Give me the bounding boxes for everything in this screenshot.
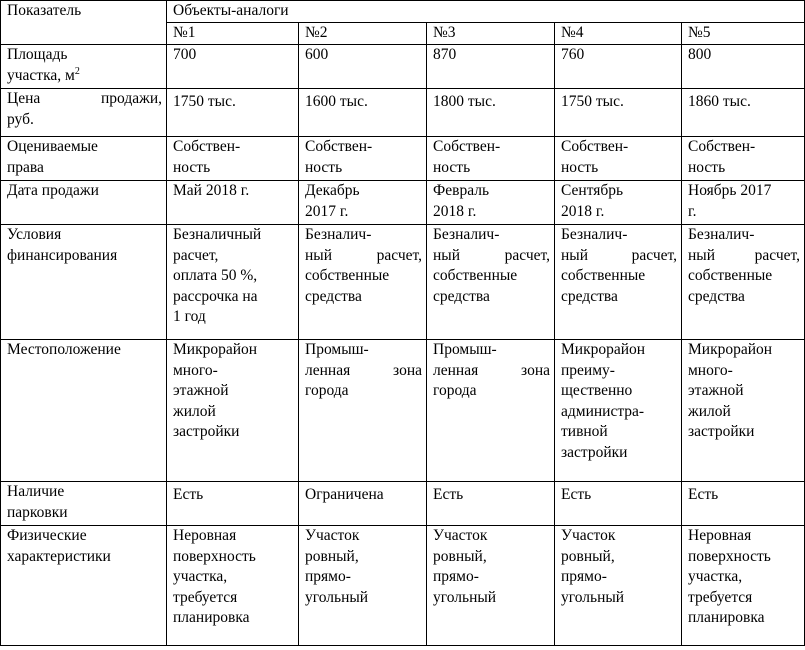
value-cell: Микрорайон много- этажной жилой застройки	[682, 340, 805, 482]
row-label: Физические характеристики	[1, 526, 167, 646]
value-cell: Есть	[682, 482, 805, 526]
value-cell: Собствен- ность	[555, 137, 682, 181]
value-cell: 800	[682, 45, 805, 89]
row-rights	[1, 137, 805, 181]
object-number-cell: №1	[167, 23, 299, 45]
value-cell: Сентябрь 2018 г.	[555, 181, 682, 225]
value-cell: Есть	[167, 482, 299, 526]
value-cell: Участок ровный, прямо- угольный	[555, 526, 682, 646]
value-cell: Промыш- ленная зона города	[299, 340, 427, 482]
value-cell: Промыш- ленная зона города	[427, 340, 555, 482]
value-cell: 600	[299, 45, 427, 89]
object-number-cell: №2	[299, 23, 427, 45]
value-cell: Май 2018 г.	[167, 181, 299, 225]
value-cell: Безналичный расчет, оплата 50 %, рассрочка на 1 год	[167, 225, 299, 340]
value-cell: Микрорайон преиму- щественно администра- тивной застройки	[555, 340, 682, 482]
row-label: Оцениваемые права	[1, 137, 167, 181]
value-cell: Собствен- ность	[427, 137, 555, 181]
value-cell: Февраль 2018 г.	[427, 181, 555, 225]
row-price	[1, 89, 805, 137]
value-cell: Ноябрь 2017 г.	[682, 181, 805, 225]
row-label: Дата продажи	[1, 181, 167, 225]
value-cell: Собствен- ность	[167, 137, 299, 181]
value-cell: Декабрь 2017 г.	[299, 181, 427, 225]
row-financing	[1, 225, 805, 340]
value-cell: Безналич- ный расчет, собственные средства	[299, 225, 427, 340]
value-cell: Участок ровный, прямо- угольный	[299, 526, 427, 646]
value-cell: 700	[167, 45, 299, 89]
value-cell: Неровная поверхность участка, требуется планировка	[167, 526, 299, 646]
value-cell: Ограничена	[299, 482, 427, 526]
value-cell: Собствен- ность	[299, 137, 427, 181]
indicator-header: Показатель	[1, 1, 167, 45]
row-physical	[1, 526, 805, 646]
row-area	[1, 45, 805, 89]
value-cell: 1860 тыс.	[682, 89, 805, 137]
value-cell: 760	[555, 45, 682, 89]
object-number-cell: №3	[427, 23, 555, 45]
row-label: Цена продажи, руб.	[1, 89, 167, 137]
value-cell: Безналич- ный расчет, собственные средства	[555, 225, 682, 340]
row-label: Площадь участка, $м^2$	[1, 45, 167, 89]
row-label: Наличие парковки	[1, 482, 167, 526]
object-number-cell: №5	[682, 23, 805, 45]
row-label: Местоположение	[1, 340, 167, 482]
value-cell: Есть	[555, 482, 682, 526]
header-row-1	[1, 1, 805, 23]
row-sale-date	[1, 181, 805, 225]
value-cell: Микрорайон много- этажной жилой застройки	[167, 340, 299, 482]
row-parking	[1, 482, 805, 526]
objects-group-header: Объекты-аналоги	[167, 1, 805, 23]
value-cell: Безналич- ный расчет, собственные средства	[682, 225, 805, 340]
value-cell: Неровная поверхность участка, требуется планировка	[682, 526, 805, 646]
value-cell: 1600 тыс.	[299, 89, 427, 137]
row-label: Условия финансирования	[1, 225, 167, 340]
value-cell: 1750 тыс.	[167, 89, 299, 137]
value-cell: 1800 тыс.	[427, 89, 555, 137]
value-cell: 1750 тыс.	[555, 89, 682, 137]
value-cell: Собствен- ность	[682, 137, 805, 181]
value-cell: Есть	[427, 482, 555, 526]
value-cell: Участок ровный, прямо- угольный	[427, 526, 555, 646]
value-cell: Безналич- ный расчет, собственные средства	[427, 225, 555, 340]
object-number-cell: №4	[555, 23, 682, 45]
row-location	[1, 340, 805, 482]
value-cell: 870	[427, 45, 555, 89]
